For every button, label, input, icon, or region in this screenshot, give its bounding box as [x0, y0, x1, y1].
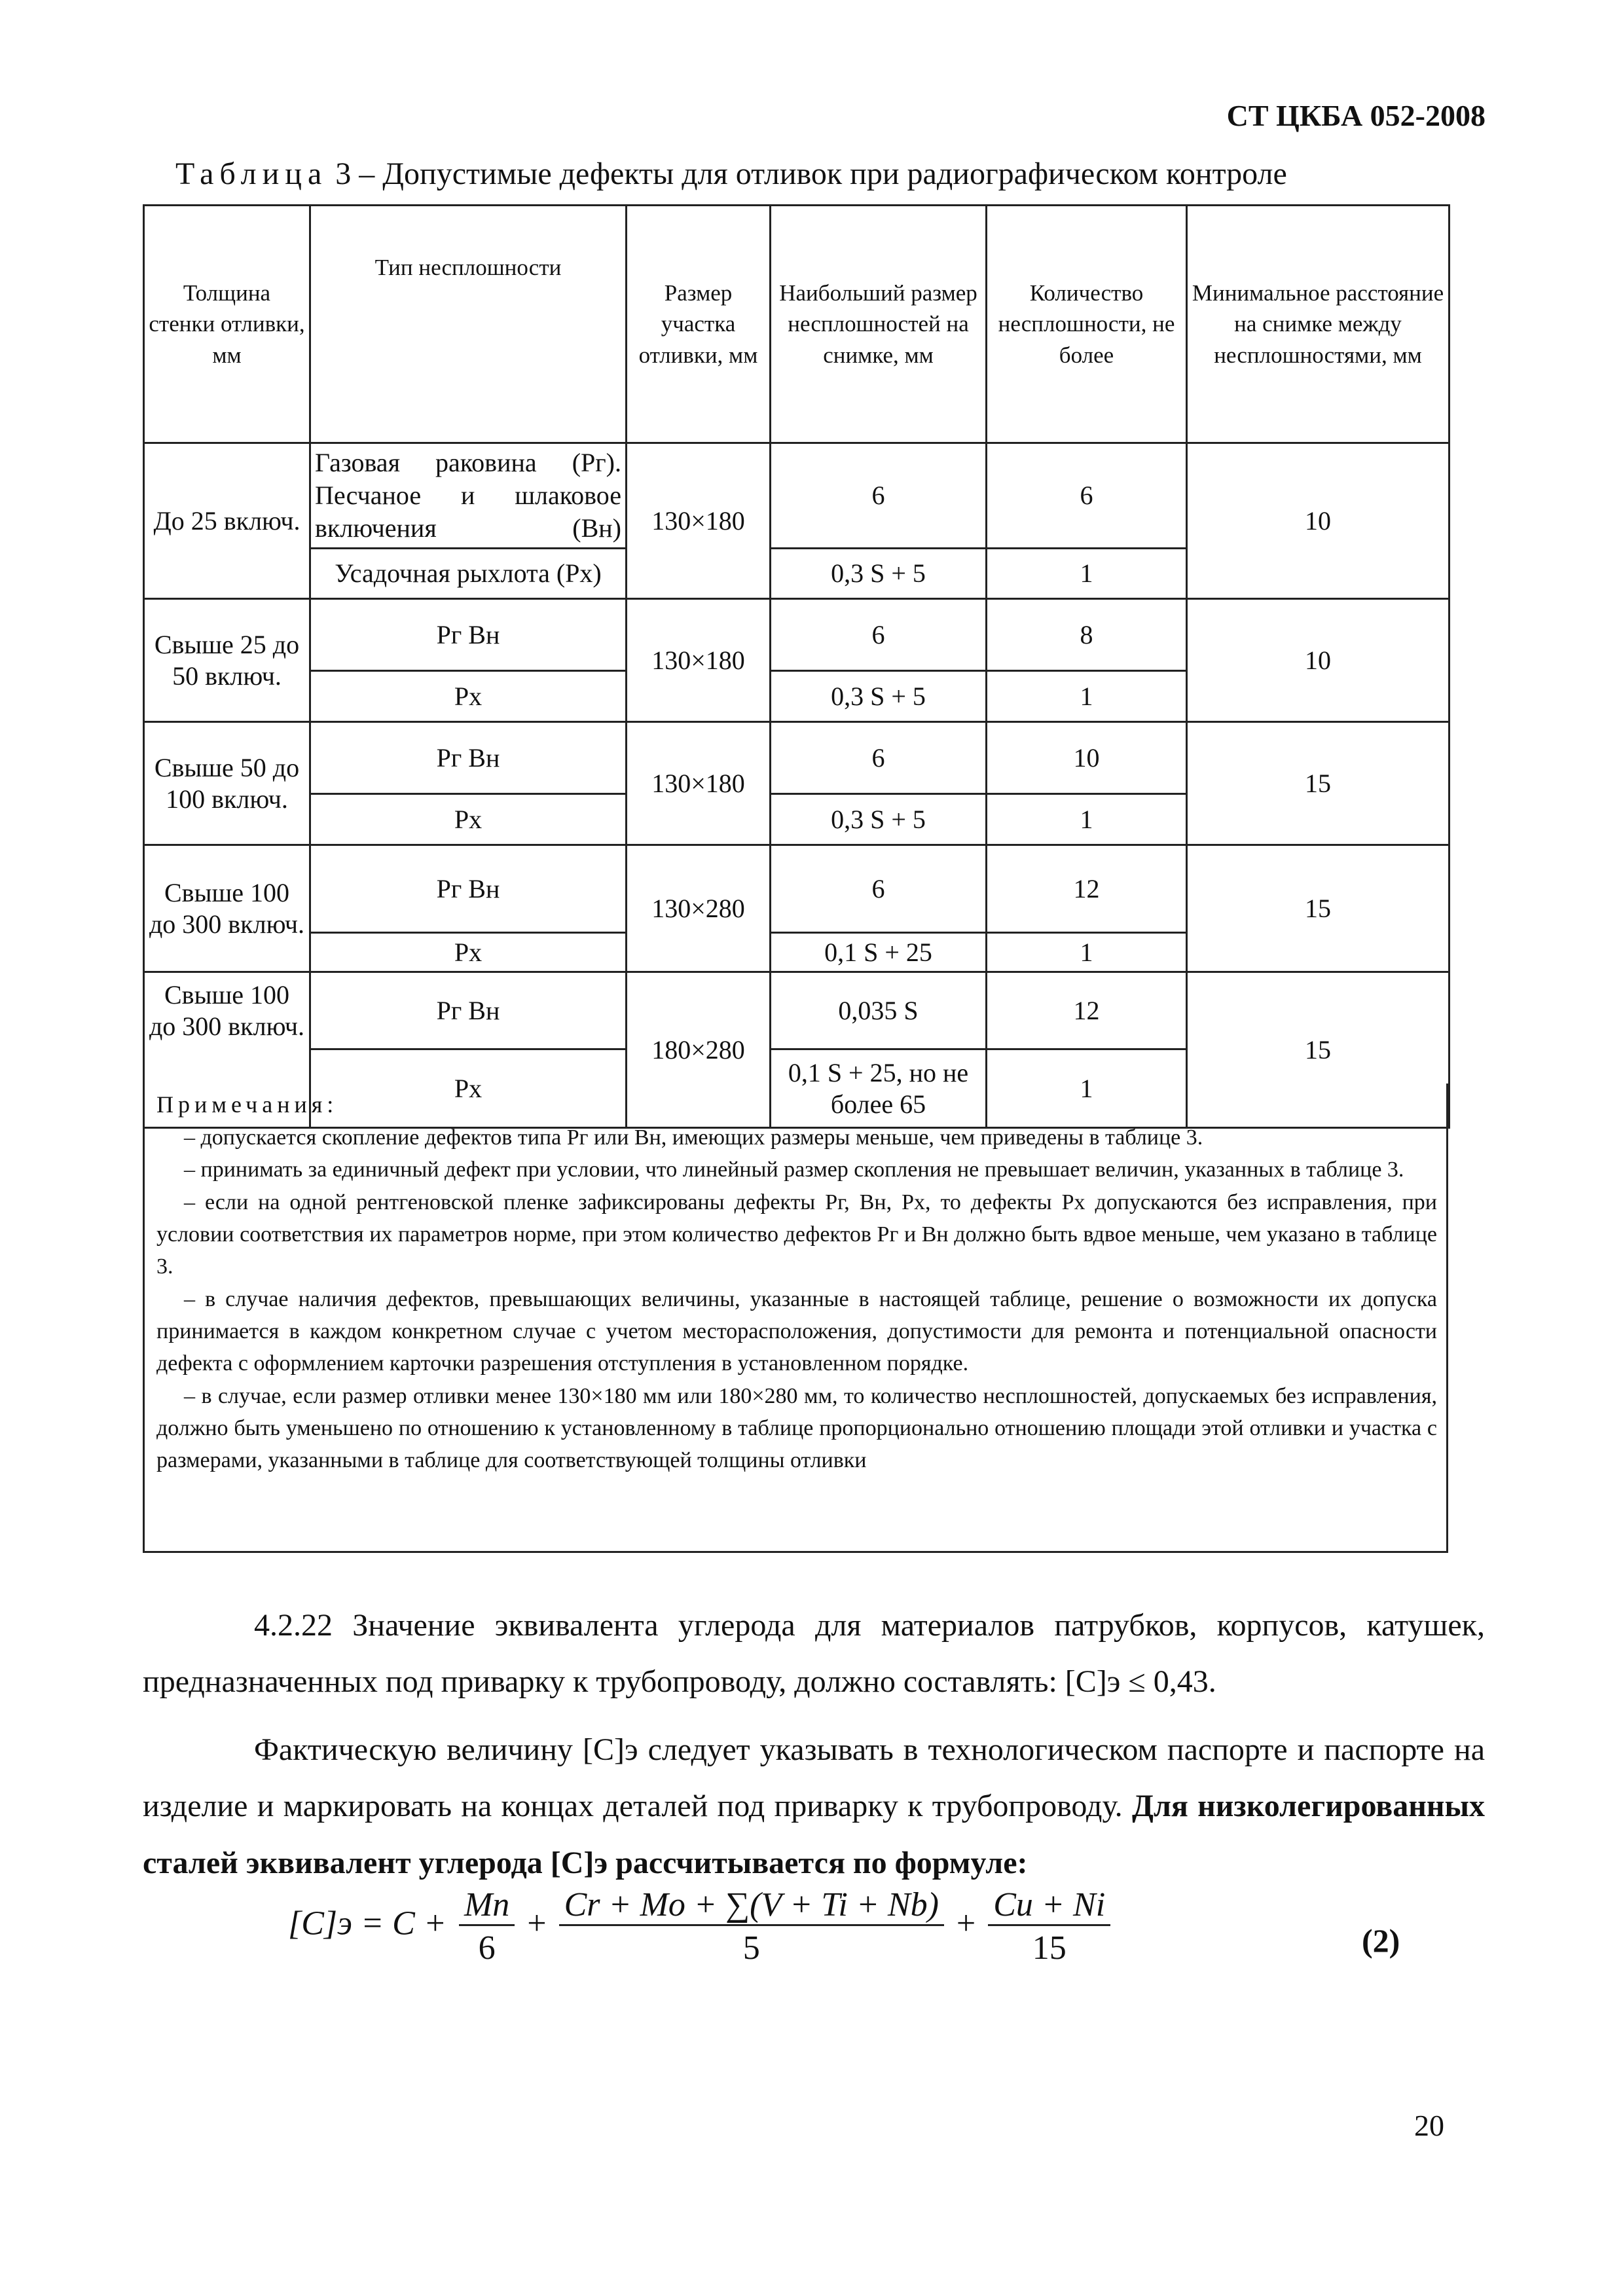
table-caption-number: 3 [335, 156, 352, 191]
max-size-cell: 0,035 S [771, 972, 987, 1049]
type-cell: Рх [310, 933, 627, 972]
header-max-size: Наибольший размер несплошностей на снимке, мм [771, 206, 987, 443]
header-min-distance: Минимальное расстояние на снимке между несплошностями, мм [1187, 206, 1450, 443]
fraction-denominator: 5 [742, 1929, 760, 1967]
thickness-cell: Свыше 25 до 50 включ. [144, 599, 310, 722]
fraction-numerator: Cu + Ni [988, 1886, 1110, 1926]
table-header-row [144, 206, 1450, 443]
type-cell: Усадочная рыхлота (Рх) [310, 549, 627, 599]
carbon-equivalent-formula [288, 1886, 1114, 1967]
max-size-cell: 0,3 S + 5 [771, 671, 987, 722]
count-cell: 10 [987, 722, 1187, 794]
count-cell: 6 [987, 443, 1187, 549]
paragraph-carbon-equivalent [143, 1722, 1485, 1891]
note-item: – допускается скопление дефектов типа Рг или Вн, имеющих размеры меньше, чем приведены в таблице 3. [184, 1125, 1203, 1150]
count-cell: 1 [987, 671, 1187, 722]
count-cell: 1 [987, 933, 1187, 972]
type-cell: Рг Вн [310, 972, 627, 1049]
max-size-cell: 0,1 S + 25 [771, 933, 987, 972]
paragraph-text: 4.2.22 Значение эквивалента углерода для материалов патрубков, корпусов, катушек, предназначенных под приварку к трубопроводу, должно составлять: [С]э ≤ 0,43. [143, 1608, 1485, 1700]
table-row [144, 972, 1450, 1049]
area-cell: 130×180 [627, 443, 771, 599]
thickness-cell: Свыше 50 до 100 включ. [144, 722, 310, 845]
max-size-cell: 6 [771, 722, 987, 794]
formula-lhs: [C]э = C + [288, 1904, 447, 1942]
max-size-cell: 6 [771, 443, 987, 549]
table-row [144, 845, 1450, 933]
count-cell: 1 [987, 794, 1187, 845]
paragraph-bold-text: Для низколегированных сталей эквивалент углерода [С]э рассчитывается по формуле: [143, 1789, 1486, 1880]
thickness-cell: Свыше 100 до 300 включ. [144, 972, 310, 1128]
count-cell: 12 [987, 845, 1187, 933]
note-item: – если на одной рентгеновской пленке зафиксированы дефекты Рг, Вн, Рх, то дефекты Рх допускаются без исправления, при условии соответствия их параметров норме, при этом количество дефектов Рг и Вн должно быть вдвое меньше, чем указано в таблице 3. [156, 1190, 1437, 1279]
page-number: 20 [1414, 2109, 1444, 2142]
table-caption [175, 156, 1287, 192]
type-cell: Газовая раковина (Рг). Песчаное и шлаковое включения (Вн) [310, 443, 627, 549]
table-caption-label: Таблица [175, 156, 328, 191]
fraction-cu-ni [988, 1886, 1110, 1967]
plus-sign: + [527, 1904, 547, 1942]
fraction-numerator: Mn [459, 1886, 515, 1926]
area-cell: 130×180 [627, 599, 771, 722]
count-cell: 12 [987, 972, 1187, 1049]
notes-heading: Примечания: [156, 1091, 338, 1118]
type-cell: Рх [310, 794, 627, 845]
header-thickness: Толщина стенки отливки, мм [144, 206, 310, 443]
area-cell: 130×280 [627, 845, 771, 972]
min-distance-cell: 15 [1187, 722, 1450, 845]
max-size-cell: 0,1 S + 25, но не более 65 [771, 1049, 987, 1128]
max-size-cell: 6 [771, 599, 987, 671]
type-cell: Рх [310, 1049, 627, 1128]
type-cell: Рг Вн [310, 722, 627, 794]
count-cell: 1 [987, 549, 1187, 599]
min-distance-cell: 15 [1187, 972, 1450, 1128]
fraction-denominator: 15 [1032, 1929, 1067, 1967]
thickness-cell: До 25 включ. [144, 443, 310, 599]
table-row [144, 722, 1450, 794]
count-cell: 1 [987, 1049, 1187, 1128]
header-area: Размер участка отливки, мм [627, 206, 771, 443]
table-caption-title: – Допустимые дефекты для отливок при радиографическом контроле [351, 156, 1287, 191]
table-notes [143, 1084, 1448, 1553]
document-code: СТ ЦКБА 052-2008 [1226, 99, 1486, 132]
type-cell: Рг Вн [310, 599, 627, 671]
max-size-cell: 0,3 S + 5 [771, 794, 987, 845]
note-item: – в случае наличия дефектов, превышающих величины, указанные в настоящей таблице, решение о возможности их допуска принимается в каждом конкретном случае с учетом месторасположения, допустимости для ремонта и потенциальной опасности дефекта с оформлением карточки разрешения отступления в установленном порядке. [156, 1286, 1437, 1376]
table-row [144, 443, 1450, 549]
plus-sign: + [956, 1904, 976, 1942]
header-count: Количество несплошности, не более [987, 206, 1187, 443]
area-cell: 130×180 [627, 722, 771, 845]
paragraph-text [143, 1722, 1485, 1891]
note-item: – в случае, если размер отливки менее 130×180 мм или 180×280 мм, то количество несплошностей, допускаемых без исправления, должно быть уменьшено по отношению к установленному в таблице пропорционально отношению площади этой отливки и участка с размерами, указанными в таблице для соответствующей толщины отливки [156, 1383, 1437, 1473]
area-cell: 180×280 [627, 972, 771, 1128]
fraction-numerator: Cr + Mo + ∑(V + Ti + Nb) [559, 1886, 944, 1926]
formula-number: (2) [1362, 1922, 1400, 1959]
thickness-cell: Свыше 100 до 300 включ. [144, 845, 310, 972]
fraction-mn [459, 1886, 515, 1967]
min-distance-cell: 10 [1187, 443, 1450, 599]
max-size-cell: 0,3 S + 5 [771, 549, 987, 599]
note-item: – принимать за единичный дефект при условии, что линейный размер скопления не превышает величин, указанных в таблице 3. [184, 1157, 1404, 1182]
type-cell: Рх [310, 671, 627, 722]
count-cell: 8 [987, 599, 1187, 671]
min-distance-cell: 10 [1187, 599, 1450, 722]
fraction-cr-mo [559, 1886, 944, 1967]
paragraph-4-2-22 [143, 1597, 1485, 1711]
fraction-denominator: 6 [478, 1929, 496, 1967]
max-size-cell: 6 [771, 845, 987, 933]
type-cell: Рг Вн [310, 845, 627, 933]
paragraph-normal-text: Фактическую величину [С]э следует указывать в технологическом паспорте и паспорте на изделие и маркировать на концах деталей под приварку к трубопроводу. [143, 1732, 1485, 1824]
table-row [144, 599, 1450, 671]
header-type: Тип несплошности [310, 206, 627, 443]
defects-table [143, 204, 1450, 1129]
min-distance-cell: 15 [1187, 845, 1450, 972]
